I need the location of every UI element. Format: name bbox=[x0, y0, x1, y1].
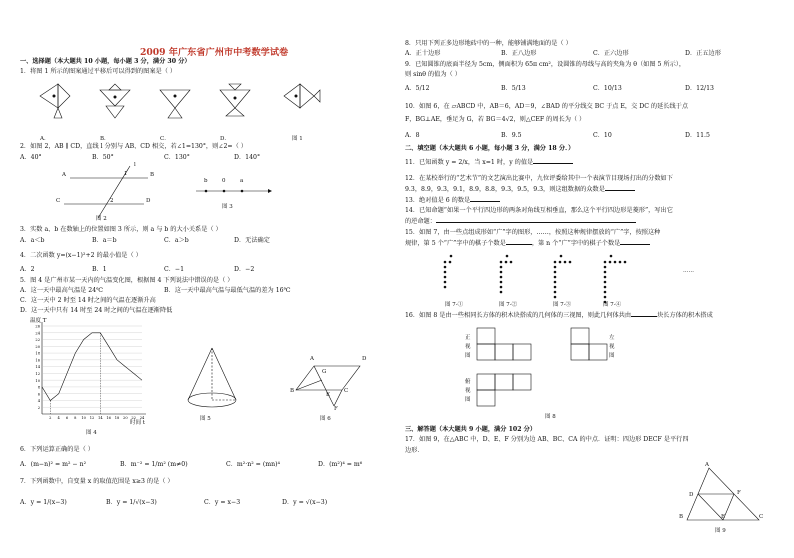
fig1-option-a bbox=[40, 84, 70, 118]
question-2: 2．如图 2，AB ∥ CD，直线 l 分别与 AB、CD 相交，若∠1=130°，则∠2=（ ） bbox=[20, 143, 247, 150]
q13-answer-blank[interactable] bbox=[470, 201, 500, 202]
fig4-x-tick-label: 8 bbox=[74, 416, 77, 420]
fig4-x-tick-label: 10 bbox=[81, 416, 86, 420]
fig7-dot bbox=[624, 261, 627, 264]
fig6-label-a: A bbox=[310, 356, 314, 362]
fig7-caption-2: 图 7-② bbox=[499, 302, 518, 308]
fig7-dot bbox=[554, 291, 557, 294]
q2-option-b: B．50° bbox=[92, 154, 114, 161]
q14-answer-blank[interactable] bbox=[436, 222, 636, 223]
fig7-dot bbox=[554, 286, 557, 289]
fig1-option-b bbox=[100, 84, 130, 118]
question-17-line1: 17．如图 9，在△ABC 中，D、E、F 分别为边 AB、BC、CA 的中点．证明：四边形 DECF 是平行四 bbox=[405, 436, 689, 443]
fig2-label-l: l bbox=[134, 162, 136, 168]
question-9-line1: 9．已知圆锥的底面半径为 5cm，侧面积为 65π cm²，设圆锥的母线与高的夹角为 θ（如图 5 所示）， bbox=[405, 61, 686, 68]
fig7-pattern-4 bbox=[604, 255, 627, 304]
fig7-dot bbox=[444, 286, 447, 289]
fig8-front-label: 正视图 bbox=[465, 335, 471, 359]
fig4-y-tick-label: 4 bbox=[37, 399, 40, 404]
fig9-label-f: F bbox=[737, 490, 741, 496]
fig7-dot bbox=[449, 261, 452, 264]
fig4-temperature-chart bbox=[30, 318, 150, 422]
q6-option-b: B．m⁻² = 1/m² (m≠0) bbox=[120, 461, 188, 468]
fig7-dot bbox=[500, 281, 503, 284]
right-column bbox=[397, 0, 794, 558]
question-12-text: 9.3，8.9，9.3，9.1，8.9，8.8，9.3，9.5，9.3，则这组数据的众数是 bbox=[405, 186, 605, 193]
fig7-dot bbox=[554, 296, 557, 299]
fig7-dot bbox=[554, 266, 557, 269]
q10-option-c: C．10 bbox=[593, 132, 612, 139]
fig7-dot bbox=[500, 291, 503, 294]
fig7-dot bbox=[609, 261, 612, 264]
question-14-line1: 14．已知命题“如果一个平行四边形的两条对角线互相垂直，那么这个平行四边形是菱形”，写出它 bbox=[405, 207, 673, 214]
fig9-label-b: B bbox=[679, 514, 684, 520]
fig7-dot bbox=[500, 286, 503, 289]
fig4-y-tick-label: 6 bbox=[37, 392, 40, 397]
question-16-text-b: 块长方体的积木搭成 bbox=[657, 312, 713, 319]
question-8: 8．只用下列正多边形地砖中的一种，能够铺满地面的是（ ） bbox=[405, 40, 572, 47]
q7-option-d: D．y = √(x−3) bbox=[282, 499, 328, 506]
q6-option-a: A．(m−n)² = m² − n² bbox=[20, 461, 87, 468]
fig7-dot bbox=[450, 255, 453, 258]
exam-title: 2009 年广东省广州市中考数学试卷 bbox=[140, 47, 289, 58]
fig8-left-label: 左视图 bbox=[609, 335, 615, 359]
fig4-y-axis-label: 温度 T bbox=[30, 318, 47, 324]
q2-option-a: A．40° bbox=[20, 154, 42, 161]
fig6-label-c: C bbox=[344, 388, 349, 394]
fig1-caption: 图 1 bbox=[292, 136, 303, 142]
fig4-x-tick-label: 4 bbox=[57, 416, 60, 420]
fig4-y-tick-label: 8 bbox=[37, 385, 40, 390]
question-9-line2: 则 sinθ 的值为（ ） bbox=[405, 71, 461, 78]
fig4-y-tick-label: 10 bbox=[35, 378, 40, 383]
fig3-caption: 图 3 bbox=[222, 204, 233, 210]
fig4-y-tick-label: 16 bbox=[35, 358, 40, 363]
q5-option-d: D．这一天中只有 14 时至 24 时之间的气温在逐渐降低 bbox=[20, 307, 173, 314]
fig7-dot bbox=[560, 255, 563, 258]
fig7-dot bbox=[614, 261, 617, 264]
fig7-dot bbox=[554, 261, 557, 264]
fig8-three-views bbox=[477, 328, 667, 408]
fig7-dot-patterns bbox=[445, 254, 685, 302]
question-15-line1: 15．如图 7，由一些点组成形如“广”字的图形，……，按照这种规律摆放的“广”字，按照这种 bbox=[405, 229, 661, 236]
q9-option-c: C．10/13 bbox=[593, 85, 622, 92]
fig4-y-tick-label: 2 bbox=[37, 405, 40, 410]
fig4-x-tick-label: 14 bbox=[98, 416, 103, 420]
fig7-dot bbox=[554, 276, 557, 279]
fig3-number-line bbox=[196, 186, 276, 196]
fig7-dot bbox=[554, 271, 557, 274]
q7-option-a: A．y = 1/(x−3) bbox=[20, 499, 67, 506]
question-11-text: 11．已知函数 y = 2/x，当 x=1 时，y 的值是 bbox=[405, 159, 534, 166]
fig2-label-c: C bbox=[56, 198, 61, 204]
fig2-label-b: B bbox=[150, 172, 155, 178]
q8-option-c: C．正六边形 bbox=[593, 50, 629, 57]
fig4-x-tick-label: 16 bbox=[106, 416, 111, 420]
q8-option-a: A．正十边形 bbox=[405, 50, 441, 57]
fig8-caption: 图 8 bbox=[545, 414, 556, 420]
q1-option-c-label: C． bbox=[160, 136, 170, 142]
q10-option-b: B．9.5 bbox=[501, 132, 522, 139]
question-1: 1．将图 1 所示的图案通过平移后可以得到的图案是（ ） bbox=[20, 68, 177, 75]
fig4-x-tick-label: 2 bbox=[49, 416, 52, 420]
q4-option-a: A．2 bbox=[20, 266, 35, 273]
fig4-y-tick-label: 26 bbox=[35, 324, 40, 329]
fig7-dot bbox=[505, 261, 508, 264]
question-17-line2: 边形． bbox=[405, 447, 424, 454]
fig5-cone bbox=[186, 348, 238, 412]
question-16-text-a: 16．如图 8 是由一些相同长方体的积木块搭成的几何体的三视图，则此几何体共由 bbox=[405, 312, 632, 319]
fig6-label-g: G bbox=[322, 369, 327, 375]
fig9-label-c: C bbox=[759, 514, 764, 520]
fig7-dot bbox=[610, 255, 613, 258]
question-10-line1: 10．如图 6，在 ▱ABCD 中，AB＝6，AD＝9，∠BAD 的平分线交 BC 于点 E，交 DC 的延长线于点 bbox=[405, 103, 689, 110]
fig7-dot bbox=[500, 276, 503, 279]
q1-option-a-label: A． bbox=[40, 136, 50, 142]
q16-answer-blank[interactable] bbox=[631, 316, 657, 317]
q12-answer-blank[interactable] bbox=[605, 190, 635, 191]
fig1-option-d bbox=[220, 84, 250, 116]
fig7-dot bbox=[604, 266, 607, 269]
q3-option-b: B．a＝b bbox=[92, 237, 117, 244]
fig7-ellipsis: …… bbox=[683, 268, 694, 274]
fig9-label-d: D bbox=[689, 492, 694, 498]
question-13 bbox=[405, 197, 500, 204]
fig7-caption-1: 图 7-① bbox=[445, 302, 464, 308]
fig3-label-a: a bbox=[240, 178, 244, 184]
fig1-reference bbox=[284, 84, 320, 108]
fig7-dot bbox=[604, 281, 607, 284]
fig7-pattern-2 bbox=[500, 255, 513, 294]
q1-option-d-label: D． bbox=[220, 136, 230, 142]
q4-option-c: C．−1 bbox=[164, 266, 185, 273]
question-14-line2 bbox=[405, 218, 636, 225]
fig4-y-tick-label: 14 bbox=[35, 365, 40, 370]
question-6: 6．下列运算正确的是（ ） bbox=[20, 446, 94, 453]
fig7-dot bbox=[604, 276, 607, 279]
fig7-dot bbox=[506, 255, 509, 258]
fig8-front-view bbox=[477, 328, 531, 360]
q9-option-d: D．12/13 bbox=[685, 85, 714, 92]
q9-option-b: B．5/13 bbox=[501, 85, 526, 92]
fig2-label-2: 2 bbox=[110, 198, 114, 204]
q10-option-d: D．11.5 bbox=[685, 132, 710, 139]
fig4-x-tick-label: 24 bbox=[139, 416, 145, 420]
q6-option-c: C．m²·n² = (mn)⁴ bbox=[226, 461, 280, 468]
fig2-label-a: A bbox=[62, 172, 66, 178]
fig4-y-tick-label: 18 bbox=[35, 351, 40, 356]
q6-option-d: D．(m²)⁴ = m⁶ bbox=[318, 461, 363, 468]
section-choice-heading: 一、选择题（本大题共 10 小题，每小题 3 分，满分 30 分） bbox=[20, 58, 191, 65]
question-10-line2: F，BG⊥AE，垂足为 G，若 BG＝4√2，则△CEF 的周长为（ ） bbox=[405, 116, 586, 123]
fig6-parallelogram bbox=[292, 360, 372, 412]
fig7-caption-4: 图 7-④ bbox=[603, 302, 622, 308]
question-11 bbox=[405, 159, 573, 166]
fig6-label-e: E bbox=[326, 392, 331, 398]
question-3: 3．实数 a、b 在数轴上的位置如图 3 所示，则 a 与 b 的大小关系是（ ） bbox=[20, 226, 222, 233]
q5-option-a: A．这一天中最高气温是 24℃ bbox=[20, 287, 104, 294]
q4-option-b: B．1 bbox=[92, 266, 107, 273]
fig8-top-label: 俯视图 bbox=[465, 379, 471, 403]
q9-option-a: A．5/12 bbox=[405, 85, 430, 92]
q8-option-b: B．正八边形 bbox=[501, 50, 537, 57]
fig7-pattern-3 bbox=[554, 255, 572, 299]
question-14-text: 的逆命题： bbox=[405, 218, 436, 225]
fig7-dot bbox=[510, 261, 513, 264]
fig4-y-tick-label: 20 bbox=[35, 344, 40, 349]
q8-option-d: D．正五边形 bbox=[685, 50, 721, 57]
q4-option-d: D．−2 bbox=[234, 266, 255, 273]
fig3-label-b: b bbox=[204, 178, 208, 184]
q15-answer-blank-2[interactable] bbox=[620, 244, 650, 245]
question-12-line2 bbox=[405, 186, 635, 193]
fig4-y-tick-label: 24 bbox=[35, 331, 40, 336]
q7-option-c: C．y = x−3 bbox=[204, 499, 241, 506]
fig4-x-tick-label: 18 bbox=[114, 416, 120, 420]
fig7-dot bbox=[619, 261, 622, 264]
q2-option-d: D．140° bbox=[234, 154, 261, 161]
fig7-dot bbox=[604, 261, 607, 264]
fig7-dot bbox=[444, 271, 447, 274]
fig4-y-tick-label: 12 bbox=[35, 371, 40, 376]
fig1-option-c bbox=[160, 90, 190, 118]
question-12-line1: 12．在某校举行的“艺术节”的文艺演出比赛中，九位评委给其中一个表演节目现场打出的分数如下 bbox=[405, 175, 673, 182]
fig7-dot bbox=[604, 286, 607, 289]
q2-option-c: C．130° bbox=[164, 154, 190, 161]
fig7-caption-3: 图 7-③ bbox=[553, 302, 572, 308]
fig7-dot bbox=[444, 276, 447, 279]
fig7-pattern-1 bbox=[444, 255, 453, 289]
question-7: 7．下列函数中，自变量 x 的取值范围是 x≥3 的是（ ） bbox=[20, 478, 174, 485]
fig6-label-d: D bbox=[362, 356, 367, 362]
fig6-caption: 图 6 bbox=[320, 416, 331, 422]
q1-option-b-label: B． bbox=[100, 136, 110, 142]
fig9-caption: 图 9 bbox=[715, 528, 726, 534]
fig2-label-d: D bbox=[146, 198, 151, 204]
fig7-dot bbox=[444, 261, 447, 264]
fig7-dot bbox=[554, 281, 557, 284]
fig4-x-axis-label: 时间 t bbox=[130, 420, 145, 426]
question-4: 4．二次函数 y=(x−1)²+2 的最小值是（ ） bbox=[20, 252, 142, 259]
fig5-caption: 图 5 bbox=[200, 416, 211, 422]
q1-figures bbox=[20, 80, 340, 132]
fig3-label-0: 0 bbox=[222, 178, 226, 184]
fig9-label-a: A bbox=[705, 462, 709, 468]
fig7-dot bbox=[569, 261, 572, 264]
q3-option-a: A．a＜b bbox=[20, 237, 45, 244]
fig7-dot bbox=[604, 296, 607, 299]
fig7-dot bbox=[500, 266, 503, 269]
q5-option-c: C．这一天中 2 时至 14 时之间的气温在逐渐升高 bbox=[20, 297, 156, 304]
fig2-caption: 图 2 bbox=[96, 216, 107, 222]
question-5: 5．图 4 是广州市某一天内的气温变化图，根据图 4 下列说法中错误的是（ ） bbox=[20, 277, 234, 284]
section-solve-heading: 三、解答题（本大题共 9 小题，满分 102 分） bbox=[405, 426, 537, 433]
section-fill-heading: 二、填空题（本大题共 6 小题，每小题 3 分，满分 18 分．） bbox=[405, 145, 575, 152]
question-13-text: 13．绝对值是 6 的数是 bbox=[405, 197, 471, 204]
fig4-x-tick-label: 12 bbox=[89, 416, 95, 420]
fig2-parallel-lines bbox=[58, 166, 158, 222]
fig7-dot bbox=[604, 271, 607, 274]
fig7-dot bbox=[444, 266, 447, 269]
fig7-dot bbox=[444, 281, 447, 284]
fig7-dot bbox=[559, 261, 562, 264]
q5-option-b: B．这一天中最高气温与最低气温的差为 16℃ bbox=[164, 287, 291, 294]
fig7-dot bbox=[500, 271, 503, 274]
fig8-left-view bbox=[571, 328, 607, 360]
fig4-x-tick-label: 22 bbox=[131, 416, 136, 420]
q15-answer-blank-1[interactable] bbox=[506, 244, 532, 245]
q3-option-c: C．a＞b bbox=[164, 237, 189, 244]
fig4-x-tick-label: 20 bbox=[123, 416, 128, 420]
question-16-line1 bbox=[405, 312, 713, 319]
question-15-line2 bbox=[405, 240, 650, 247]
fig8-top-view bbox=[477, 374, 531, 406]
fig7-dot bbox=[500, 261, 503, 264]
fig6-label-f: F bbox=[334, 406, 338, 412]
fig4-caption: 图 4 bbox=[86, 430, 97, 436]
fig2-label-1: 1 bbox=[124, 171, 128, 177]
fig4-x-tick-label: 6 bbox=[65, 416, 69, 420]
fig9-label-e: E bbox=[721, 514, 726, 520]
q3-option-d: D．无法确定 bbox=[234, 237, 270, 244]
fig7-dot bbox=[604, 291, 607, 294]
fig4-y-tick-label: 22 bbox=[35, 338, 40, 343]
question-15-text-a: 规律，第 5 个“广”字中的棋子个数是 bbox=[405, 240, 506, 247]
q10-option-a: A．8 bbox=[405, 132, 420, 139]
q11-answer-blank[interactable] bbox=[533, 163, 573, 164]
fig6-label-b: B bbox=[290, 388, 295, 394]
fig7-dot bbox=[564, 261, 567, 264]
q7-option-b: B．y = 1/√(x−3) bbox=[106, 499, 157, 506]
question-15-text-b: ，第 n 个“广”字中的棋子个数是 bbox=[531, 240, 621, 247]
